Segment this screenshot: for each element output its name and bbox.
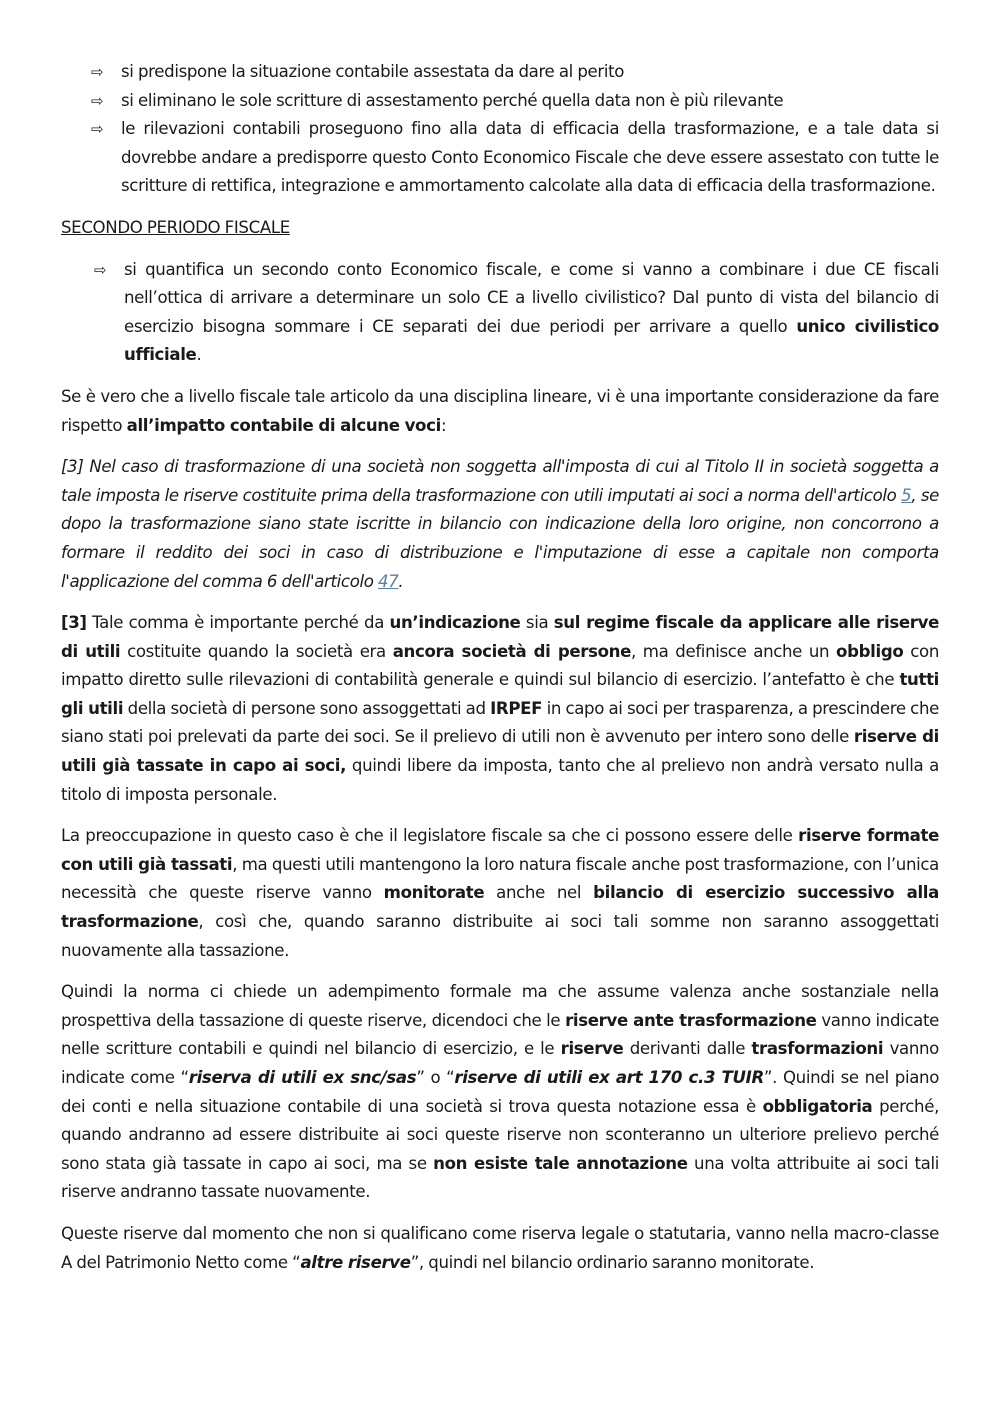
text: Quindi la norma ci chiede un adempimento formale ma che assume valenza anche sostanziale nella prospettiva della tassazione di queste riserve, dicendoci che le	[61, 982, 939, 1030]
emphasis: bilancio di esercizio successivo alla trasformazione	[61, 883, 939, 932]
text: , ma definisce anche un	[631, 641, 837, 661]
paragraph-intro	[61, 383, 939, 440]
intro-bullet-list	[61, 58, 939, 201]
emphasis: unico civilistico ufficiale	[124, 316, 939, 365]
text: vanno indicate come “	[61, 1039, 939, 1087]
text: quindi libere da imposta, tanto che al prelievo non andrà versato nulla a titolo di imposta personale.	[61, 756, 939, 804]
list-item	[61, 256, 939, 370]
section-heading: SECONDO PERIODO FISCALE	[61, 217, 290, 237]
text: con impatto diretto sulle rilevazioni di contabilità generale e quindi sul bilancio di esercizio. l’antefatto è che	[61, 641, 939, 690]
emphasis: riserve ante trasformazione	[565, 1010, 817, 1030]
text: ”, quindi nel bilancio ordinario saranno monitorate.	[410, 1252, 815, 1272]
paragraph-norm	[61, 978, 939, 1207]
text: La preoccupazione in questo caso è che il legislatore fiscale sa che ci possono essere delle	[61, 826, 799, 846]
document-content	[61, 58, 939, 1277]
text: derivanti dalle	[623, 1039, 752, 1059]
paragraph-concern	[61, 822, 939, 965]
emphasis: obbligatoria	[762, 1096, 873, 1116]
text: [3] Nel caso di trasformazione di una società non soggetta all'imposta di cui al Titolo II in società soggetta a tale imposta le riserve costituite prima della trasformazione con utili imputati ai soci a norma dell'articolo	[61, 457, 939, 505]
text: Se è vero che a livello fiscale tale articolo da una disciplina lineare, vi è una importante considerazione da fare rispetto	[61, 386, 939, 435]
emphasis: obbligo	[836, 641, 904, 661]
text: della società di persone sono assoggettati ad	[123, 698, 491, 718]
emphasis: tutti gli utili	[61, 670, 939, 718]
text: , ma questi utili mantengono la loro natura fiscale anche post trasformazione, con l’unica necessità che queste riserve vanno	[61, 854, 939, 903]
law-quote	[61, 453, 939, 596]
emphasis: all’impatto contabile di alcune voci	[126, 415, 441, 435]
list-item	[61, 87, 939, 116]
text: anche nel	[484, 883, 594, 903]
emphasis-italic: riserve di utili ex art 170 c.3 TUIR	[454, 1068, 764, 1087]
emphasis: riserve	[560, 1039, 624, 1059]
emphasis-italic: altre riserve	[300, 1252, 411, 1272]
list-item-text: si eliminano le sole scritture di assestamento perché quella data non è più rilevante	[121, 90, 784, 110]
text: in capo ai soci per trasparenza, a prescindere che siano stati poi prelevati da parte dei soci. Se il prelievo di utili non è avvenuto per intero sono delle	[61, 698, 939, 747]
emphasis: non esiste tale annotazione	[433, 1153, 688, 1173]
text: Tale comma è importante perché da	[86, 613, 390, 633]
list-item-text: si predispone la situazione contabile assestata da dare al perito	[121, 62, 625, 81]
paragraph-classification	[61, 1220, 939, 1277]
arrow-outline-icon: ⇨	[91, 120, 104, 139]
emphasis: IRPEF	[490, 698, 543, 718]
article-link-47[interactable]: 47	[378, 571, 399, 591]
emphasis: riserve formate con utili già tassati	[61, 826, 940, 874]
text: perché, quando andranno ad essere distribuite ai soci queste riserve non sconteranno un ulteriore prelievo perché sono stata già tassate in capo ai soci, ma se	[61, 1096, 939, 1173]
arrow-outline-icon: ⇨	[91, 91, 104, 110]
emphasis: [3]	[61, 613, 87, 633]
text: costituite quando la società era	[120, 641, 393, 661]
text: sia	[520, 613, 554, 633]
text: vanno indicate nelle scritture contabili e quindi nel bilancio di esercizio, e le	[61, 1010, 939, 1059]
second-period-bullet-list	[61, 256, 939, 370]
text: Queste riserve dal momento che non si qualificano come riserva legale o statutaria, vanno nella macro-classe A del Patrimonio Netto come “	[61, 1223, 939, 1272]
emphasis: trasformazioni	[751, 1039, 884, 1059]
list-item-text: si quantifica un secondo conto Economico fiscale, e come si vanno a combinare i due CE fiscali nell’ottica di arrivare a determinare un solo CE a livello civilistico? Dal punto di vista del bilancio di esercizio bisogna sommare i CE separati dei due periodi per arrivare a quello	[124, 259, 939, 336]
emphasis: ancora società di persone	[392, 641, 632, 661]
emphasis: sul regime fiscale da applicare alle riserve di utili	[61, 613, 939, 661]
list-item	[61, 115, 939, 201]
paragraph-comment	[61, 609, 939, 809]
emphasis: monitorate	[383, 883, 485, 903]
arrow-outline-icon: ⇨	[91, 63, 104, 81]
text: ”. Quindi se nel piano dei conti e nella situazione contabile di una società si trova questa notazione essa è	[61, 1068, 940, 1116]
list-item	[61, 58, 939, 87]
emphasis-italic: riserva di utili ex snc/sas	[188, 1068, 417, 1087]
arrow-outline-icon: ⇨	[94, 260, 107, 279]
list-item-text: le rilevazioni contabili proseguono fino alla data di efficacia della trasformazione, e a tale data si dovrebbe andare a predisporre questo Conto Economico Fiscale che deve essere assestato con tutte le scritture di rettifica, integrazione e ammortamento calcolate alla data di efficacia della trasformazione.	[121, 119, 939, 196]
text: .	[398, 571, 404, 591]
emphasis: riserve di utili già tassate in capo ai soci,	[61, 727, 939, 776]
text: , se dopo la trasformazione siano state iscritte in bilancio con indicazione della loro origine, non concorrono a formare il reddito dei soci in caso di distribuzione e l'imputazione di esse a capitale non comporta l'applicazione del comma 6 dell'articolo	[61, 485, 939, 591]
text: :	[440, 415, 447, 435]
text: ” o “	[416, 1068, 455, 1087]
text: una volta attribuite ai soci tali riserve andranno tassate nuovamente.	[61, 1153, 939, 1202]
text: , così che, quando saranno distribuite ai soci tali somme non saranno assoggettati nuovamente alla tassazione.	[61, 912, 939, 960]
article-link-5[interactable]: 5	[901, 485, 912, 505]
list-item-text: .	[196, 345, 202, 365]
emphasis: un’indicazione	[389, 613, 521, 633]
